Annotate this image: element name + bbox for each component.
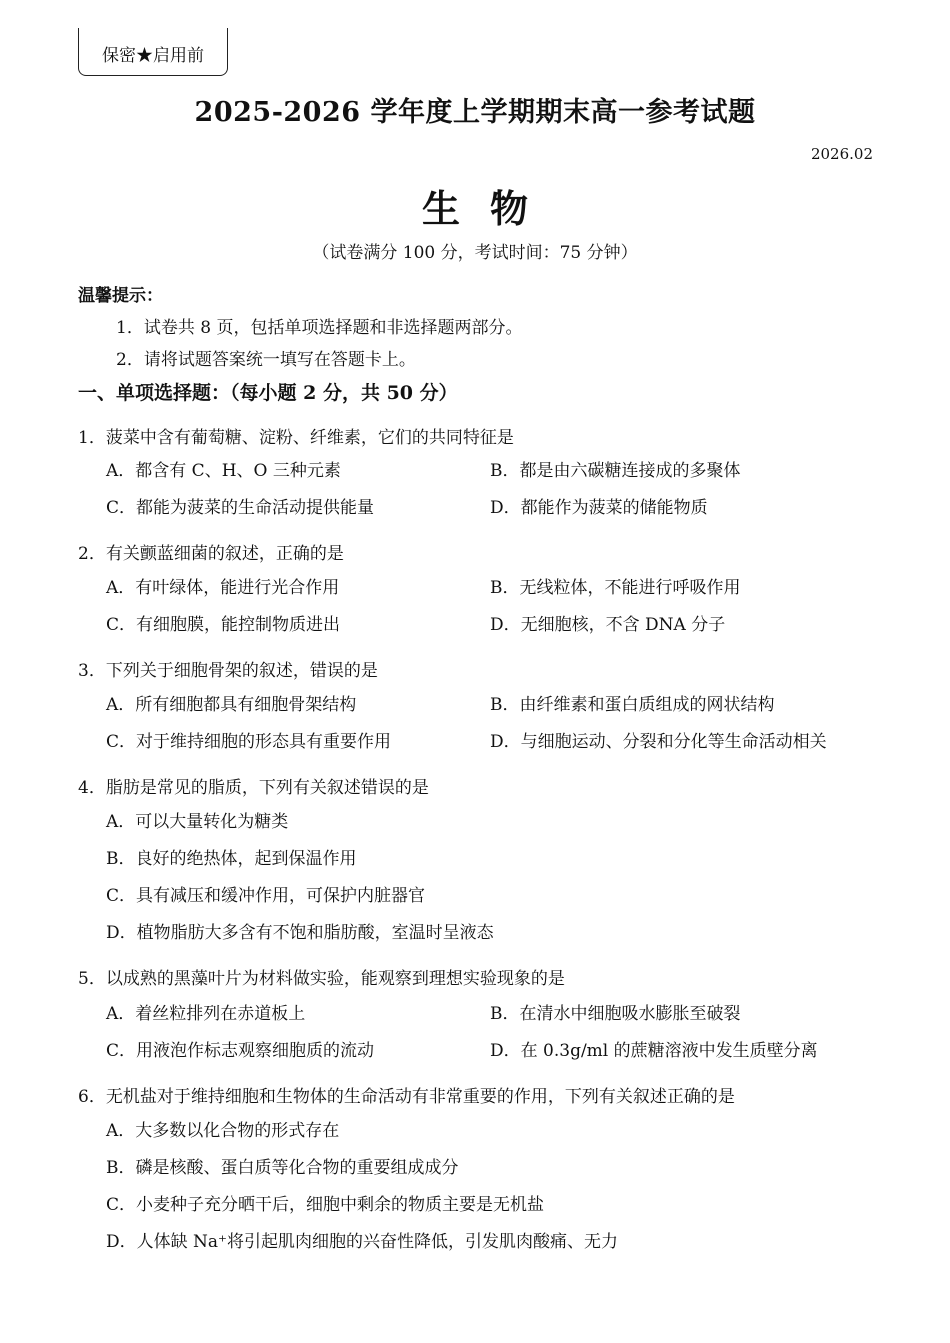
question-option: D．与细胞运动、分裂和分化等生命活动相关 — [490, 732, 827, 752]
question-option: C．用液泡作标志观察细胞质的流动 — [106, 1041, 375, 1061]
question-option: B．由纤维素和蛋白质组成的网状结构 — [490, 695, 775, 715]
section-title: 一、单项选择题：（每小题 2 分，共 50 分） — [78, 382, 458, 404]
question-option: A．大多数以化合物的形式存在 — [106, 1121, 340, 1141]
question-option: C．对于维持细胞的形态具有重要作用 — [106, 732, 392, 752]
question-stem: 6．无机盐对于维持细胞和生物体的生命活动有非常重要的作用，下列有关叙述正确的是 — [78, 1087, 735, 1107]
exam-title: 2025-2026 学年度上学期期末高一参考试题 — [194, 97, 756, 128]
question-option: B．良好的绝热体，起到保温作用 — [106, 849, 357, 869]
subject-title: 生物 — [421, 186, 558, 231]
tips-title: 温馨提示： — [78, 286, 163, 306]
tip-item: 2．请将试题答案统一填写在答题卡上。 — [116, 350, 416, 370]
question-stem: 3．下列关于细胞骨架的叙述，错误的是 — [78, 661, 378, 681]
question-option: B．磷是核酸、蛋白质等化合物的重要组成成分 — [106, 1158, 459, 1178]
question-option: A．都含有 C、H、O 三种元素 — [106, 461, 341, 481]
question-option: B．无线粒体，不能进行呼吸作用 — [490, 578, 741, 598]
question-option: A．所有细胞都具有细胞骨架结构 — [106, 695, 357, 715]
question-option: B．都是由六碳糖连接成的多聚体 — [490, 461, 741, 481]
question-stem: 2．有关颤蓝细菌的叙述，正确的是 — [78, 544, 344, 564]
exam-date: 2026.02 — [810, 145, 873, 163]
confidential-label: 保密★启用前 — [78, 28, 228, 76]
question-stem: 4．脂肪是常见的脂质，下列有关叙述错误的是 — [78, 778, 429, 798]
question-option: D．人体缺 Na⁺将引起肌肉细胞的兴奋性降低，引发肌肉酸痛、无力 — [106, 1232, 619, 1252]
tip-item: 1．试卷共 8 页，包括单项选择题和非选择题两部分。 — [116, 318, 523, 338]
question-option: A．可以大量转化为糖类 — [106, 812, 289, 832]
question-option: D．植物脂肪大多含有不饱和脂肪酸，室温时呈液态 — [106, 923, 494, 943]
question-option: D．在 0.3g/ml 的蔗糖溶液中发生质壁分离 — [490, 1041, 818, 1061]
question-option: D．都能作为菠菜的储能物质 — [490, 498, 708, 518]
question-option: C．有细胞膜，能控制物质进出 — [106, 615, 341, 635]
question-option: D．无细胞核，不含 DNA 分子 — [490, 615, 726, 635]
question-option: B．在清水中细胞吸水膨胀至破裂 — [490, 1004, 741, 1024]
question-option: C．都能为菠菜的生命活动提供能量 — [106, 498, 375, 518]
question-stem: 1．菠菜中含有葡萄糖、淀粉、纤维素，它们的共同特征是 — [78, 428, 514, 448]
question-option: C．小麦种子充分晒干后，细胞中剩余的物质主要是无机盐 — [106, 1195, 545, 1215]
question-stem: 5．以成熟的黑藻叶片为材料做实验，能观察到理想实验现象的是 — [78, 969, 565, 989]
question-option: A．着丝粒排列在赤道板上 — [106, 1004, 306, 1024]
question-option: A．有叶绿体，能进行光合作用 — [106, 578, 340, 598]
exam-info: （试卷满分 100 分，考试时间：75 分钟） — [312, 243, 638, 263]
question-option: C．具有减压和缓冲作用，可保护内脏器官 — [106, 886, 426, 906]
